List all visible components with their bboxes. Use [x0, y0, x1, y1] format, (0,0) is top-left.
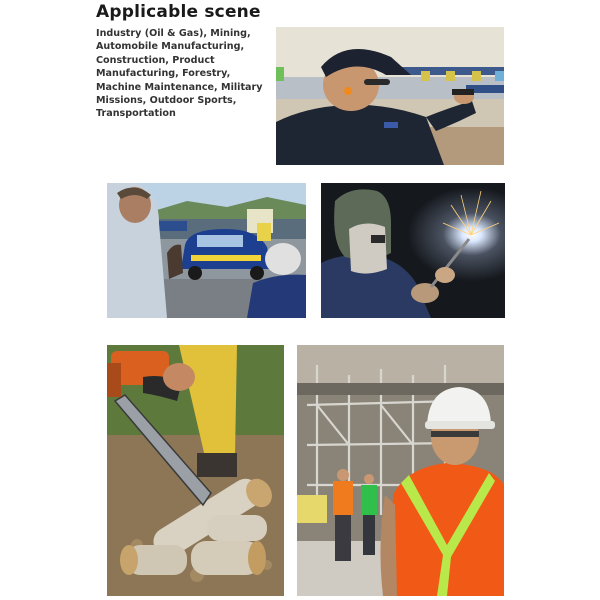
- section-title: Applicable scene: [96, 2, 261, 22]
- shooting-range-photo: [276, 27, 504, 165]
- forestry-chainsaw-photo: [107, 345, 284, 596]
- industries-line: Industry (Oil & Gas), Mining,: [96, 28, 251, 39]
- industries-line: Machine Maintenance, Military: [96, 81, 263, 93]
- applicable-industries-text: [96, 27, 266, 121]
- construction-worker-photo: [297, 345, 504, 596]
- industries-line: Missions, Outdoor Sports,: [96, 95, 237, 107]
- industries-line: Manufacturing, Forestry,: [96, 68, 231, 80]
- rally-racing-photo: [107, 183, 306, 318]
- industries-line: Transportation: [96, 108, 176, 120]
- welding-photo: [321, 183, 505, 318]
- industries-line: Automobile Manufacturing,: [96, 41, 245, 53]
- industries-line: Construction, Product: [96, 54, 215, 66]
